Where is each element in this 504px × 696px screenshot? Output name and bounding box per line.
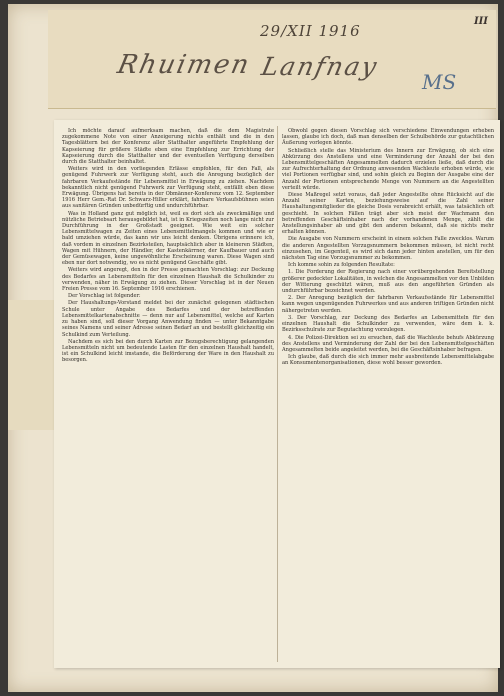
article-paragraph: Die Ausgabe von Nummern erscheint in einem solchen Falle zwecklos. Warum die anderen Angestellten Vorzugsnummern bekommen müssen, ist nicht recht einzusehen, im Gegenteil, es wird sich dann jeder hinten anstellen, um für den nächsten Tag eine Vorzugsnummer zu bekommen. <box>282 236 494 262</box>
article-paragraph: Der Haushaltungs-Vorstand meldet bei der zunächst gelegenen städtischen Schule unter Angabe des Bedarfes und der betreffenden Lebensmittelkartenabschnitte — denn nur auf Lebensmittel, welche auf Karten zu haben sind, soll dieser Vorgang Anwendung finden — unter Bekanntgabe seines Namens und seiner Adresse seinen Bedarf an und bestellt gleichzeitig ein Schulkind zum Verteilung. <box>62 300 274 338</box>
handwritten-header-strip <box>48 10 496 109</box>
article-paragraph: Weiters wird in den vorliegenden Erlässe empfohlen, für den Fall, als genügend Fuhrwerk zur Verfügung steht, auch die Anregung bezüglich der fahrbaren Verkaufsstände für Lebensmittel in Erwägung zu ziehen. Nachdem bekanntlich nicht genügend Fuhrwerk zur Verfügung steht, entfällt eben diese Erwägung. Übrigens hat bereits in der Obmänner-Konferenz vom 12. September 1916 Herr Gem.-Rat Dr. Schwarz-Hiller erklärt, fahrbare Verkaufsbühnen seien aus sanitären Gründen unbedürftig und undurchführbar. <box>62 166 274 210</box>
article-paragraph: Weiters wird angeregt, den in der Presse gemachten Vorschlag: zur Deckung des Bedarfes an Lebensmitteln für den einzelnen Haushalt die Schulkinder zu verwenden, näher in Erwägung zu ziehen. Dieser Vorschlag ist in der Neuen Freien Presse vom 16. September 1916 erschienen. <box>62 267 274 293</box>
article-column-right <box>282 128 494 368</box>
handwriting-left: Rhuimen <box>114 50 254 80</box>
article-paragraph: Diese Maßregel setzt voraus, daß jeder Angestellte ohne Rücksicht auf die Anzahl seiner Karten, beziehungsweise auf die Zahl seiner Haushaltungsmitglieder die gleiche Dosis verabreicht erhält, was tatsächlich oft geschieht. In solchen Fällen trägt aber sich meist der Wachmann den betreffenden Geschäftsinhaber nach der vorhandenen Menge, zählt die Anstellungsinhaber ab und gibt den anderen bekannt, daß sie nichts mehr erhalten können. <box>282 192 494 236</box>
column-divider <box>277 126 278 662</box>
article-paragraph: 1. Die Forderung der Regierung nach einer vorübergehenden Bereitstellung größerer gedeckter Lokalitäten, in welchen die Angesammelten vor den Unbilden der Witterung geschützt wären, muß aus den angeführten Gründen als undurchführbar bezeichnet werden. <box>282 269 494 295</box>
article-paragraph: 4. Die Polizei-Direktion sei zu ersuchen, daß die Wachleute behufs Abkürzung des Anstellens und Verminderung der Zahl der bei den Lebensmittelgeschäften Angesammelten beide angeleitet werden, bei die Geschäftsinhaber befragen. <box>282 334 494 353</box>
initials-signature: MS <box>422 70 457 94</box>
article-paragraph: Ich glaube, daß durch die sich immer mehr ausbreitende Lebensmittelabgabe an Konsumentenorganisationen, diese wohl besser geworden. <box>282 354 494 367</box>
article-paragraph: Ich komme sohin zu folgenden Resultate: <box>288 262 395 269</box>
article-paragraph: Schließlich stelle das Ministerium des Innern zur Erwägung, ob sich eine Abkürzung des Anstellens und eine Verminderung der Anzahl der bei den Lebensmittelgeschäften Angesammelten dadurch erzielen ließe, daß durch die zur Aufrechterhaltung der Ordnung anwesenden Wachleute erhoben würde, wie viel Portionen verfügbar sind, und sohin gleich zu Beginn der Ausgabe eine der Anzahl der Portionen entsprechende Menge von Nummern an die Angestellten verteilt würde. <box>282 147 494 191</box>
article-paragraph: 2. Der Anregung bezüglich der fahrbaren Verkaufsstände für Lebensmittel kann wegen ungenügenden Fuhrwerkes und aus anderen triftigen Gründen nicht nähergetreten werden. <box>282 295 494 314</box>
article-column-left <box>62 128 274 365</box>
article-paragraph: Der Vorschlag ist folgender: <box>68 293 141 300</box>
article-paragraph: Obwohl gegen diesen Vorschlag sich verschiedene Einwendungen erheben lassen, glaube ich doch, daß man denselben der Schulbehörde zur gutachtlichen Äußerung vorlegen könnte. <box>282 128 494 147</box>
handwritten-date: 29/XII 1916 <box>260 22 361 40</box>
newspaper-clipping <box>54 120 500 668</box>
corner-mark: III <box>473 16 488 27</box>
handwriting-right: Lanfnay <box>258 52 382 81</box>
article-paragraph: Ich möchte darauf aufmerksam machen, daß die dem Magistrate zugekommene Note von einer Anzeigerung nichts enthält und die in den Tagesblättern bei der Konferenz aller Statthalter angeführte Empfehlung der Kapseierung für größere Städte eben eine Empfehlung zur Errichtung der Kapseierung durch die Statthalter und der eventuellen Verfügung derselben durch die Statthalter beinhaltet. <box>62 128 274 166</box>
article-paragraph: 3. Der Vorschlag, zur Deckung des Bedarfes an Lebensmitteln für den einzelnen Haushalt die Schulkinder zu verwenden, wäre dem k. k. Bezirksschulrate zur Begutachtung vorzulegen. <box>282 314 494 334</box>
article-paragraph: Was in Holland ganz gut möglich ist, weil es dort sich als zweckmäßige und nützliche Betriebsart herausgebildet hat, ist in Kriegszeiten noch lange nicht zur Durchführung in der Großstadt geeignet. Wie weit ein solcher Lebensmittelwagen zu Zeiten eines Lebensmittelmangels kommen und wie er bald umziehen würde, das kann wir uns leicht denken. Übrigens erinnere ich, daß vordem in einzelnen Bezirksteilen, hauptsächlich aber in kleineren Städten, Wagen mit Hühnern, der Händler, der Kastenkärrner, der Kaufbauer und auch der Gemüsewagen, keine ungewöhnliche Erscheinung waren. Diese Wagen sind eben nur dort notwendig, wo es nicht genügend Geschäfte gibt. <box>62 210 274 267</box>
article-paragraph: Nachdem es sich bei den durch Karten zur Bezugsberechtigung gelangenden Lebensmitteln nicht um bedeutende Lasten für den einzelnen Haushalt handelt, ist ein Schulkind leicht imstande, die Beförderung der Ware in den Haushalt zu besorgen. <box>62 338 274 364</box>
torn-paper-edge <box>8 300 54 430</box>
